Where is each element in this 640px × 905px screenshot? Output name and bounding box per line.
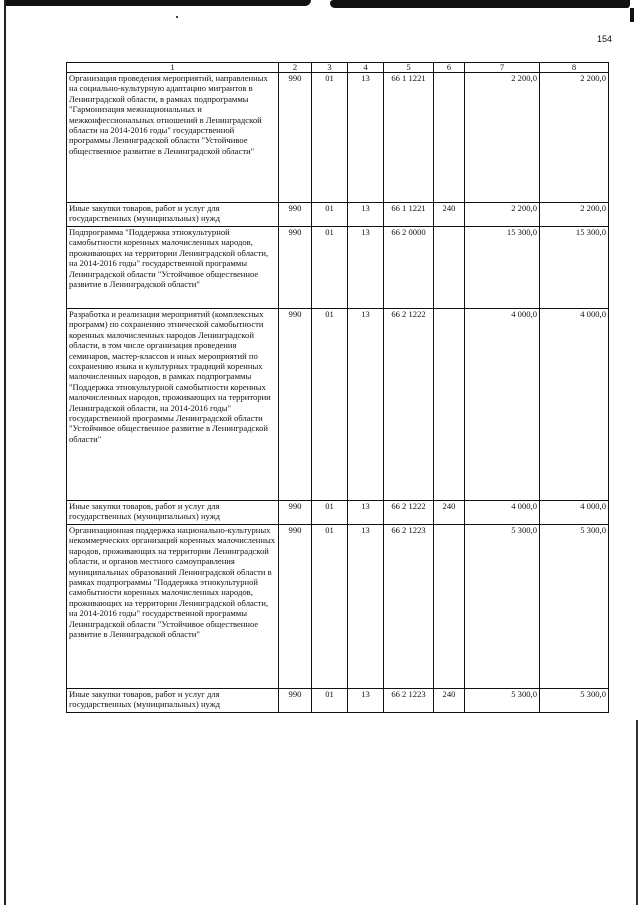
scan-speck xyxy=(176,16,178,18)
page-number: 154 xyxy=(596,34,612,44)
row-code-5: 66 1 1221 xyxy=(384,203,434,227)
row-description: Организация проведения мероприятий, направленных на социально-культурную адаптацию мигрантов в Ленинградской области, в рамках подпрограммы "Гармонизация межнациональных и межконфессиональных отношений в Ленинградской области на 2014-2016 годы" государственной программы Ленинградской области "Устойчивое общественное развитие в Ленинградской области" xyxy=(67,73,279,203)
row-amount-7: 5 300,0 xyxy=(465,525,540,689)
row-amount-8: 4 000,0 xyxy=(540,309,609,501)
row-amount-8: 5 300,0 xyxy=(540,689,609,713)
header-cell: 8 xyxy=(540,63,609,73)
row-code-2: 990 xyxy=(279,525,312,689)
row-code-3: 01 xyxy=(312,689,348,713)
scan-edge-right xyxy=(636,720,638,905)
row-code-4: 13 xyxy=(348,203,384,227)
table-row xyxy=(67,689,609,713)
header-cell: 3 xyxy=(312,63,348,73)
scan-artifact-top-left xyxy=(6,0,311,6)
row-code-2: 990 xyxy=(279,501,312,525)
row-code-4: 13 xyxy=(348,525,384,689)
row-description: Организационная поддержка национально-культурных некоммерческих организаций коренных малочисленных народов, проживающих на территории Ленинградской области, и органов местного самоуправления муниципальных образований Ленинградской области в рамках подпрограммы "Поддержка этнокультурной самобытности коренных малочисленных народов, проживающих на территории Ленинградской области, на 2014-2016 годы" государственной программы Ленинградской области "Устойчивое общественное развитие в Ленинградской области" xyxy=(67,525,279,689)
row-amount-7: 2 200,0 xyxy=(465,203,540,227)
row-code-2: 990 xyxy=(279,73,312,203)
table-row xyxy=(67,73,609,203)
row-code-5: 66 2 1223 xyxy=(384,689,434,713)
row-amount-8: 15 300,0 xyxy=(540,227,609,309)
row-description: Иные закупки товаров, работ и услуг для государственных (муниципальных) нужд xyxy=(67,501,279,525)
table-header-row xyxy=(67,63,609,73)
header-cell: 4 xyxy=(348,63,384,73)
table-row xyxy=(67,309,609,501)
table-row xyxy=(67,227,609,309)
row-code-2: 990 xyxy=(279,203,312,227)
row-amount-7: 5 300,0 xyxy=(465,689,540,713)
row-code-5: 66 1 1221 xyxy=(384,73,434,203)
header-cell: 5 xyxy=(384,63,434,73)
row-code-3: 01 xyxy=(312,525,348,689)
row-code-6 xyxy=(434,73,465,203)
row-code-5: 66 2 1223 xyxy=(384,525,434,689)
row-code-3: 01 xyxy=(312,501,348,525)
row-code-3: 01 xyxy=(312,203,348,227)
header-cell: 2 xyxy=(279,63,312,73)
row-amount-8: 2 200,0 xyxy=(540,203,609,227)
row-description: Разработка и реализация мероприятий (комплексных программ) по сохранению этнической самобытности коренных малочисленных народов Ленинградской области, в том числе организация проведения семинаров, мастер-классов и иных мероприятий по сохранению языка и культурных традиций коренных малочисленных народов, в рамках подпрограммы "Поддержка этнокультурной самобытности коренных малочисленных народов, проживающих на территории Ленинградской области, на 2014-2016 годы" государственной программы Ленинградской области "Устойчивое общественное развитие в Ленинградской области" xyxy=(67,309,279,501)
row-code-3: 01 xyxy=(312,227,348,309)
row-code-5: 66 2 1222 xyxy=(384,309,434,501)
row-code-6 xyxy=(434,227,465,309)
row-code-2: 990 xyxy=(279,227,312,309)
row-code-5: 66 2 1222 xyxy=(384,501,434,525)
row-description: Подпрограмма "Поддержка этнокультурной самобытности коренных малочисленных народов, проживающих на территории Ленинградской области, на 2014-2016 годы" государственной программы Ленинградской области "Устойчивое общественное развитие в Ленинградской области" xyxy=(67,227,279,309)
row-amount-7: 15 300,0 xyxy=(465,227,540,309)
scan-artifact-top-right xyxy=(330,0,630,8)
budget-table xyxy=(66,62,609,713)
header-cell: 6 xyxy=(434,63,465,73)
row-code-4: 13 xyxy=(348,501,384,525)
row-description: Иные закупки товаров, работ и услуг для государственных (муниципальных) нужд xyxy=(67,203,279,227)
table-row xyxy=(67,501,609,525)
row-code-6 xyxy=(434,525,465,689)
row-code-3: 01 xyxy=(312,309,348,501)
table-row xyxy=(67,203,609,227)
row-code-4: 13 xyxy=(348,309,384,501)
row-code-6: 240 xyxy=(434,203,465,227)
row-code-6 xyxy=(434,309,465,501)
row-description: Иные закупки товаров, работ и услуг для государственных (муниципальных) нужд xyxy=(67,689,279,713)
row-code-4: 13 xyxy=(348,73,384,203)
row-code-3: 01 xyxy=(312,73,348,203)
row-code-5: 66 2 0000 xyxy=(384,227,434,309)
row-amount-7: 4 000,0 xyxy=(465,309,540,501)
table-row xyxy=(67,525,609,689)
row-code-2: 990 xyxy=(279,689,312,713)
row-code-6: 240 xyxy=(434,501,465,525)
row-code-2: 990 xyxy=(279,309,312,501)
scan-edge-left xyxy=(4,0,6,905)
row-code-4: 13 xyxy=(348,227,384,309)
row-amount-8: 2 200,0 xyxy=(540,73,609,203)
row-amount-7: 4 000,0 xyxy=(465,501,540,525)
row-amount-8: 5 300,0 xyxy=(540,525,609,689)
header-cell: 7 xyxy=(465,63,540,73)
row-code-4: 13 xyxy=(348,689,384,713)
row-code-6: 240 xyxy=(434,689,465,713)
row-amount-8: 4 000,0 xyxy=(540,501,609,525)
header-cell: 1 xyxy=(67,63,279,73)
row-amount-7: 2 200,0 xyxy=(465,73,540,203)
